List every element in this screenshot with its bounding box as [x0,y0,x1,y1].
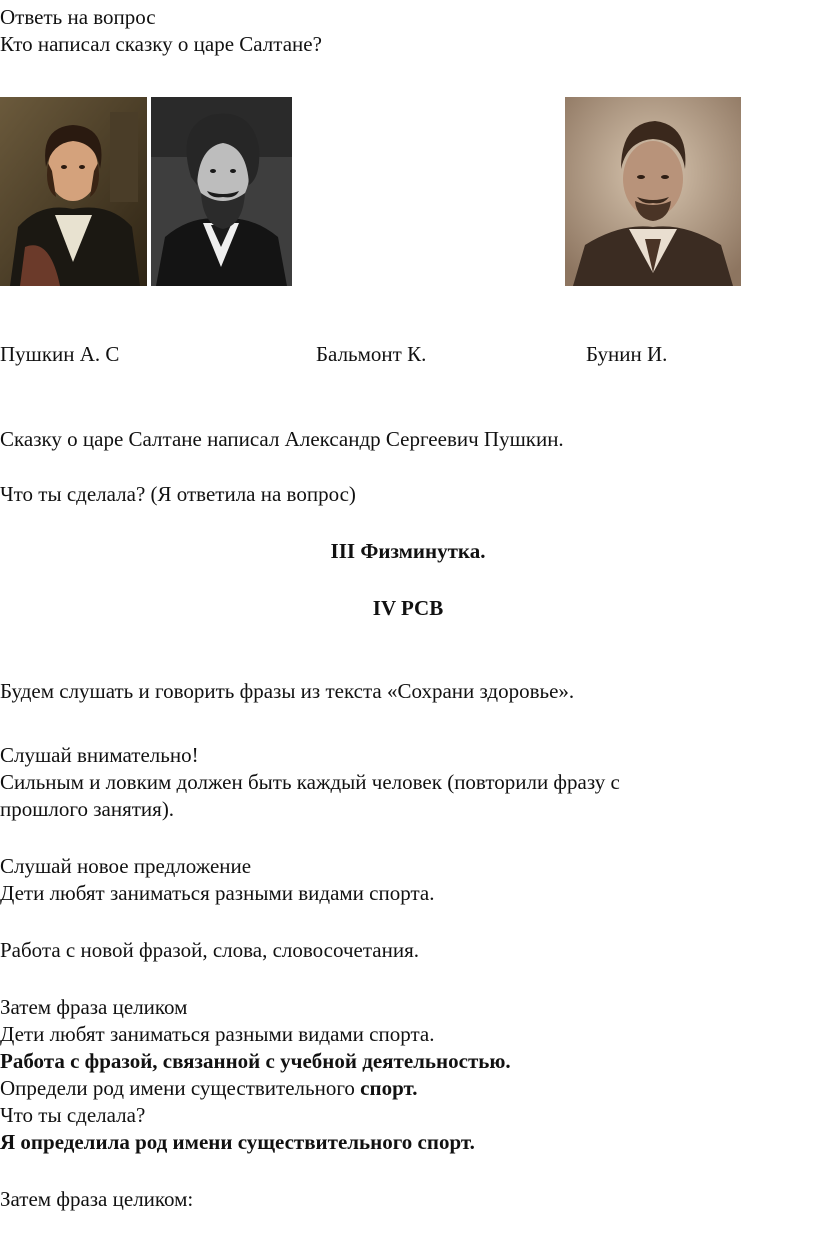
new-sentence-label: Слушай новое предложение [0,854,252,878]
what-did-line: Что ты сделала? (Я ответила на вопрос) [0,482,356,506]
portrait-balmont [151,97,292,286]
question-text: Кто написал сказку о царе Салтане? [0,32,322,56]
work-study-heading: Работа с фразой, связанной с учебной деятельностью. [0,1049,511,1073]
phrase1-line2: прошлого занятия). [0,797,175,821]
work-new-phrase: Работа с новой фразой, слова, словосочетания. [0,938,419,962]
then-whole-label: Затем фраза целиком [0,995,188,1019]
name-bunin: Бунин И. [586,342,668,366]
define-word: спорт. [360,1076,418,1100]
define-text: Определи род имени существительного [0,1076,361,1100]
phrase1-line1: Сильным и ловким должен быть каждый человек (повторили фразу с [0,770,620,794]
answer-line: Сказку о царе Салтане написал Александр Сергеевич Пушкин. [0,427,564,451]
section-title-3: III Физминутка. [330,539,486,563]
portrait-bunin [565,97,741,286]
name-balmont: Бальмонт К. [316,342,427,366]
phrase2-repeat: Дети любят заниматься разными видами спорта. [0,1022,435,1046]
portrait-pushkin [0,97,147,286]
listen-intro: Будем слушать и говорить фразы из текста «Сохрани здоровье». [0,679,575,703]
what-did-line-2: Что ты сделала? [0,1103,146,1127]
then-whole-label-2: Затем фраза целиком: [0,1187,194,1211]
name-pushkin: Пушкин А. С [0,342,120,366]
phrase2: Дети любят заниматься разными видами спорта. [0,881,435,905]
define-line [0,1075,417,1101]
section-title-4: IV РСВ [372,596,444,620]
answer2-line: Я определила род имени существительного спорт. [0,1130,475,1154]
question-intro: Ответь на вопрос [0,5,156,29]
listen-careful: Слушай внимательно! [0,743,199,767]
